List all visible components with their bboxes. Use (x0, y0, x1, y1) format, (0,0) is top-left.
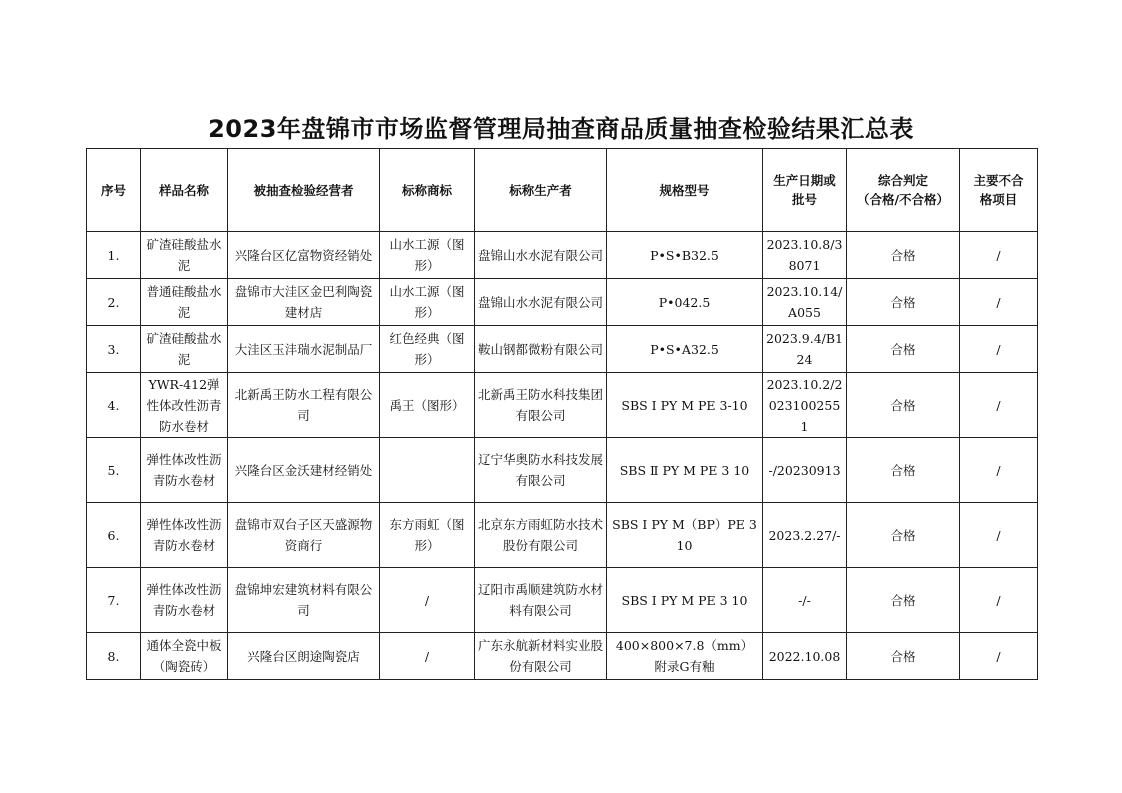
header-date-batch: 生产日期或 批号 (763, 149, 847, 232)
header-fail-items: 主要不合 格项目 (960, 149, 1038, 232)
cell-operator: 北新禹王防水工程有限公司 (228, 373, 380, 438)
cell-fail-items: / (960, 326, 1038, 373)
table-row (87, 568, 1038, 633)
cell-producer: 辽阳市禹顺建筑防水材料有限公司 (475, 568, 607, 633)
cell-fail-items: / (960, 373, 1038, 438)
cell-fail-items: / (960, 232, 1038, 279)
cell-operator: 兴隆台区亿富物资经销处 (228, 232, 380, 279)
cell-no: 8. (87, 633, 141, 680)
cell-fail-items: / (960, 503, 1038, 568)
cell-date-batch: -/- (763, 568, 847, 633)
header-sample: 样品名称 (141, 149, 228, 232)
table-row (87, 279, 1038, 326)
cell-spec: SBS Ⅱ PY M PE 3 10 (607, 438, 763, 503)
cell-date-batch: 2022.10.08 (763, 633, 847, 680)
cell-judgement: 合格 (847, 232, 960, 279)
cell-date-batch: 2023.10.8/38071 (763, 232, 847, 279)
result-summary-table (86, 148, 1038, 680)
cell-sample: 通体全瓷中板（陶瓷砖） (141, 633, 228, 680)
cell-producer: 北新禹王防水科技集团有限公司 (475, 373, 607, 438)
cell-judgement: 合格 (847, 503, 960, 568)
table-row (87, 373, 1038, 438)
cell-date-batch: -/20230913 (763, 438, 847, 503)
cell-trademark: 红色经典（图形） (380, 326, 475, 373)
cell-spec: P•S•A32.5 (607, 326, 763, 373)
cell-sample: 弹性体改性沥青防水卷材 (141, 568, 228, 633)
cell-judgement: 合格 (847, 568, 960, 633)
cell-judgement: 合格 (847, 373, 960, 438)
table-row (87, 232, 1038, 279)
cell-no: 6. (87, 503, 141, 568)
cell-spec: P•S•B32.5 (607, 232, 763, 279)
cell-sample: 弹性体改性沥青防水卷材 (141, 438, 228, 503)
cell-trademark: 东方雨虹（图形） (380, 503, 475, 568)
cell-operator: 大洼区玉沣瑞水泥制品厂 (228, 326, 380, 373)
cell-trademark: 禹王（图形） (380, 373, 475, 438)
cell-no: 7. (87, 568, 141, 633)
cell-operator: 兴隆台区朗途陶瓷店 (228, 633, 380, 680)
table-row (87, 438, 1038, 503)
cell-producer: 广东永航新材料实业股份有限公司 (475, 633, 607, 680)
cell-producer: 辽宁华奥防水科技发展有限公司 (475, 438, 607, 503)
cell-trademark: / (380, 568, 475, 633)
cell-operator: 兴隆台区金沃建材经销处 (228, 438, 380, 503)
cell-no: 2. (87, 279, 141, 326)
cell-trademark: 山水工源（图形） (380, 232, 475, 279)
cell-producer: 盘锦山水水泥有限公司 (475, 279, 607, 326)
cell-spec: SBS Ⅰ PY M（BP）PE 3 10 (607, 503, 763, 568)
table-header-row (87, 149, 1038, 232)
cell-no: 1. (87, 232, 141, 279)
cell-trademark (380, 438, 475, 503)
cell-no: 3. (87, 326, 141, 373)
cell-sample: YWR-412弹性体改性沥青防水卷材 (141, 373, 228, 438)
cell-operator: 盘锦市双台子区天盛源物资商行 (228, 503, 380, 568)
cell-producer: 北京东方雨虹防水技术股份有限公司 (475, 503, 607, 568)
cell-operator: 盘锦市大洼区金巴利陶瓷建材店 (228, 279, 380, 326)
cell-date-batch: 2023.10.2/20231002551 (763, 373, 847, 438)
cell-date-batch: 2023.2.27/- (763, 503, 847, 568)
header-judgement: 综合判定 （合格/不合格） (847, 149, 960, 232)
cell-no: 4. (87, 373, 141, 438)
table-row (87, 326, 1038, 373)
cell-fail-items: / (960, 438, 1038, 503)
cell-spec: SBS Ⅰ PY M PE 3 10 (607, 568, 763, 633)
cell-fail-items: / (960, 633, 1038, 680)
cell-spec: P•042.5 (607, 279, 763, 326)
cell-judgement: 合格 (847, 438, 960, 503)
header-producer: 标称生产者 (475, 149, 607, 232)
table-row (87, 633, 1038, 680)
cell-trademark: 山水工源（图形） (380, 279, 475, 326)
cell-sample: 矿渣硅酸盐水泥 (141, 326, 228, 373)
header-no: 序号 (87, 149, 141, 232)
document-title: 2023年盘锦市市场监督管理局抽查商品质量抽查检验结果汇总表 (208, 115, 914, 143)
cell-fail-items: / (960, 568, 1038, 633)
cell-date-batch: 2023.10.14/A055 (763, 279, 847, 326)
cell-judgement: 合格 (847, 326, 960, 373)
cell-judgement: 合格 (847, 633, 960, 680)
cell-spec: 400×800×7.8（mm）附录G有釉 (607, 633, 763, 680)
cell-no: 5. (87, 438, 141, 503)
cell-spec: SBS Ⅰ PY M PE 3-10 (607, 373, 763, 438)
cell-fail-items: / (960, 279, 1038, 326)
cell-operator: 盘锦坤宏建筑材料有限公司 (228, 568, 380, 633)
header-spec: 规格型号 (607, 149, 763, 232)
cell-producer: 鞍山钢都微粉有限公司 (475, 326, 607, 373)
cell-date-batch: 2023.9.4/B124 (763, 326, 847, 373)
cell-trademark: / (380, 633, 475, 680)
cell-sample: 弹性体改性沥青防水卷材 (141, 503, 228, 568)
header-trademark: 标称商标 (380, 149, 475, 232)
cell-judgement: 合格 (847, 279, 960, 326)
cell-producer: 盘锦山水水泥有限公司 (475, 232, 607, 279)
cell-sample: 普通硅酸盐水泥 (141, 279, 228, 326)
cell-sample: 矿渣硅酸盐水泥 (141, 232, 228, 279)
header-operator: 被抽查检验经营者 (228, 149, 380, 232)
table-row (87, 503, 1038, 568)
